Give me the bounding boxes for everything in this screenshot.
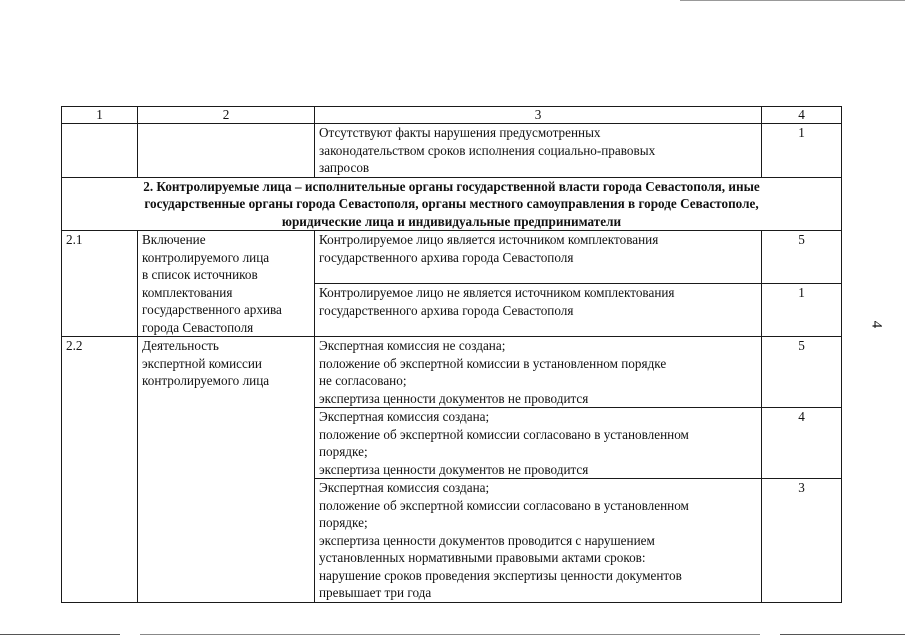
column-number: 3 <box>315 107 762 124</box>
criterion-line: положение об экспертной комиссии в установленном порядке <box>319 355 667 371</box>
table-row <box>62 231 842 284</box>
criteria-table <box>61 106 842 603</box>
indicator-cell <box>138 337 315 603</box>
score-cell: 3 <box>762 479 842 603</box>
criterion-line: не согласовано; <box>319 373 407 388</box>
section-heading-line: государственные органы города Севастополя, органы местного самоуправления в городе Севастополе, <box>144 196 759 211</box>
num-cell <box>62 124 138 178</box>
scan-edge-line <box>680 0 905 1</box>
criterion-cell <box>315 337 762 408</box>
column-number: 2 <box>138 107 315 124</box>
section-heading-line: юридические лица и индивидуальные предприниматели <box>281 213 622 229</box>
criterion-line: установленных нормативными правовыми актами сроков: <box>319 550 646 565</box>
score-cell: 5 <box>762 231 842 284</box>
column-number: 4 <box>762 107 842 124</box>
criterion-cell <box>315 231 762 284</box>
criterion-line: превышает три года <box>319 585 432 600</box>
column-number: 1 <box>62 107 138 124</box>
indicator-line: Деятельность <box>142 338 219 353</box>
criterion-cell <box>315 284 762 337</box>
indicator-line: Включение <box>142 232 206 247</box>
indicator-line: комплектования <box>142 284 233 300</box>
indicator-line: контролируемого лица <box>142 373 270 388</box>
scan-edge-line <box>140 634 760 635</box>
criterion-line: положение об экспертной комиссии согласовано в установленном <box>319 497 689 513</box>
page-number: 4 <box>868 320 885 329</box>
indicator-line: контролируемого лица <box>142 249 270 265</box>
table-row <box>62 337 842 408</box>
num-cell: 2.2 <box>62 337 138 603</box>
criterion-line: Контролируемое лицо является источником комплектования <box>319 232 659 247</box>
criterion-line: экспертиза ценности документов проводится с нарушением <box>319 532 655 548</box>
criterion-line: Экспертная комиссия не создана; <box>319 338 506 353</box>
indicator-line: экспертной комиссии <box>142 355 262 371</box>
column-number-row <box>62 107 842 124</box>
criterion-line: Экспертная комиссия создана; <box>319 409 490 424</box>
num-cell: 2.1 <box>62 231 138 337</box>
criterion-line: экспертиза ценности документов не проводится <box>319 461 589 477</box>
score-cell: 4 <box>762 408 842 479</box>
criterion-cell <box>315 479 762 603</box>
criterion-line: законодательством сроков исполнения социально-правовых <box>319 142 656 158</box>
criterion-cell <box>315 124 762 178</box>
criterion-line: Контролируемое лицо не является источником комплектования <box>319 285 675 300</box>
indicator-line: в список источников <box>142 267 258 282</box>
criterion-line: государственного архива города Севастополя <box>319 302 574 318</box>
indicator-line: государственного архива <box>142 302 282 317</box>
criterion-line: нарушение сроков проведения экспертизы ценности документов <box>319 567 682 583</box>
criterion-line: порядке; <box>319 515 368 530</box>
table-row <box>62 124 842 178</box>
section-heading <box>62 177 842 231</box>
criterion-line: Экспертная комиссия создана; <box>319 480 490 495</box>
score-cell: 1 <box>762 284 842 337</box>
criterion-line: порядке; <box>319 444 368 459</box>
score-cell: 5 <box>762 337 842 408</box>
indicator-cell <box>138 124 315 178</box>
score-cell: 1 <box>762 124 842 178</box>
criterion-line: Отсутствуют факты нарушения предусмотренных <box>319 125 601 140</box>
indicator-cell <box>138 231 315 337</box>
criterion-line: положение об экспертной комиссии согласовано в установленном <box>319 426 689 442</box>
indicator-line: города Севастополя <box>142 319 254 335</box>
criterion-line: запросов <box>319 160 370 175</box>
scan-edge-line <box>780 634 905 635</box>
section-heading-line: 2. Контролируемые лица – исполнительные органы государственной власти города Севастополя, иные <box>143 178 760 194</box>
section-heading-row <box>62 177 842 231</box>
criterion-line: государственного архива города Севастополя <box>319 249 574 265</box>
criterion-line: экспертиза ценности документов не проводится <box>319 390 589 406</box>
scan-edge-line <box>0 634 120 635</box>
criterion-cell <box>315 408 762 479</box>
